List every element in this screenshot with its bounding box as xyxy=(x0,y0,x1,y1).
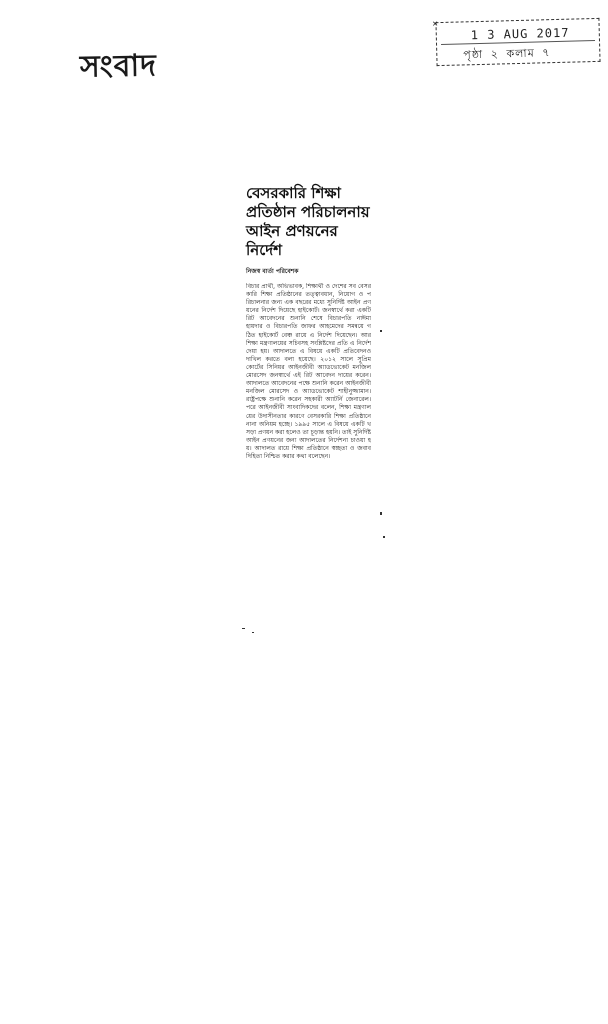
headline-line: বেসরকারি শিক্ষা xyxy=(246,184,341,202)
article-headline xyxy=(246,184,376,260)
article-body: বিচার প্রার্থী, অভিভাবক, শিক্ষার্থী ও দেশের সব বেসরকারি শিক্ষা প্রতিষ্ঠানের তত্ত্বাবধান, নিয়োগ ও পরিচালনার জন্য এক বছরের মধ্যে সুনির্দিষ্ট আইন প্রণয়নের নির্দেশ দিয়েছে হাইকোর্ট। জনস্বার্থে করা একটি রিট আবেদনের শুনানি শেষে বিচারপতি নাঈমা হায়দার ও বিচারপতি জাফর আহমেদের সমন্বয়ে গঠিত হাইকোর্ট বেঞ্চ রায়ে এ নির্দেশ দিয়েছেন। আর শিক্ষা মন্ত্রণালয়ের সচিবসহ সংশ্লিষ্টদের প্রতি এ নির্দেশ দেয়া হয়। আদালতে এ বিষয়ে একটি প্রতিবেদনও দাখিল করতে বলা হয়েছে। ২০১২ সালে সুপ্রিম কোর্টের সিনিয়র আইনজীবী অ্যাডভোকেট মনজিল মোরসেদ জনস্বার্থে এই রিট আবেদন দায়ের করেন। আদালতে আবেদনের পক্ষে শুনানি করেন আইনজীবী মনজিল মোরসেদ ও অ্যাডভোকেট শাহীনুজ্জামান। রাষ্ট্রপক্ষে শুনানি করেন সহকারী অ্যাটর্নি জেনারেল। পরে আইনজীবী সাংবাদিকদের বলেন, শিক্ষা মন্ত্রণালয়ের উদাসীনতার কারণে বেসরকারি শিক্ষা প্রতিষ্ঠানে নানা অনিয়ম হচ্ছে। ১৯৯৫ সালে এ বিষয়ে একটি খসড়া প্রণয়ন করা হলেও তা চূড়ান্ত হয়নি। তাই সুনির্দিষ্ট আইন প্রণয়নের জন্য আদালতের নির্দেশনা চাওয়া হয়। আদালত রায়ে শিক্ষা প্রতিষ্ঠানে স্বচ্ছতা ও জবাবদিহিতা নিশ্চিত করার কথা বলেছেন। xyxy=(246,283,371,460)
date-stamp xyxy=(432,18,600,66)
print-speck xyxy=(242,628,245,629)
stamp-date: 1 3 AUG 2017 xyxy=(470,25,570,43)
article-byline: নিজস্ব বার্তা পরিবেশক xyxy=(246,268,299,275)
print-speck xyxy=(252,632,254,633)
print-speck xyxy=(383,536,385,538)
print-speck xyxy=(380,512,382,515)
newspaper-masthead: সংবাদ xyxy=(79,48,158,85)
news-clipping xyxy=(246,184,376,663)
stamp-page-info: পৃষ্ঠা ২ কলাম ৭ xyxy=(463,46,551,62)
stamp-mark-icon: ✕ xyxy=(432,19,439,30)
headline-line: আইন প্রণয়নের নির্দেশ xyxy=(246,222,338,259)
headline-line: প্রতিষ্ঠান পরিচালনায় xyxy=(246,203,370,221)
print-speck xyxy=(380,330,382,332)
